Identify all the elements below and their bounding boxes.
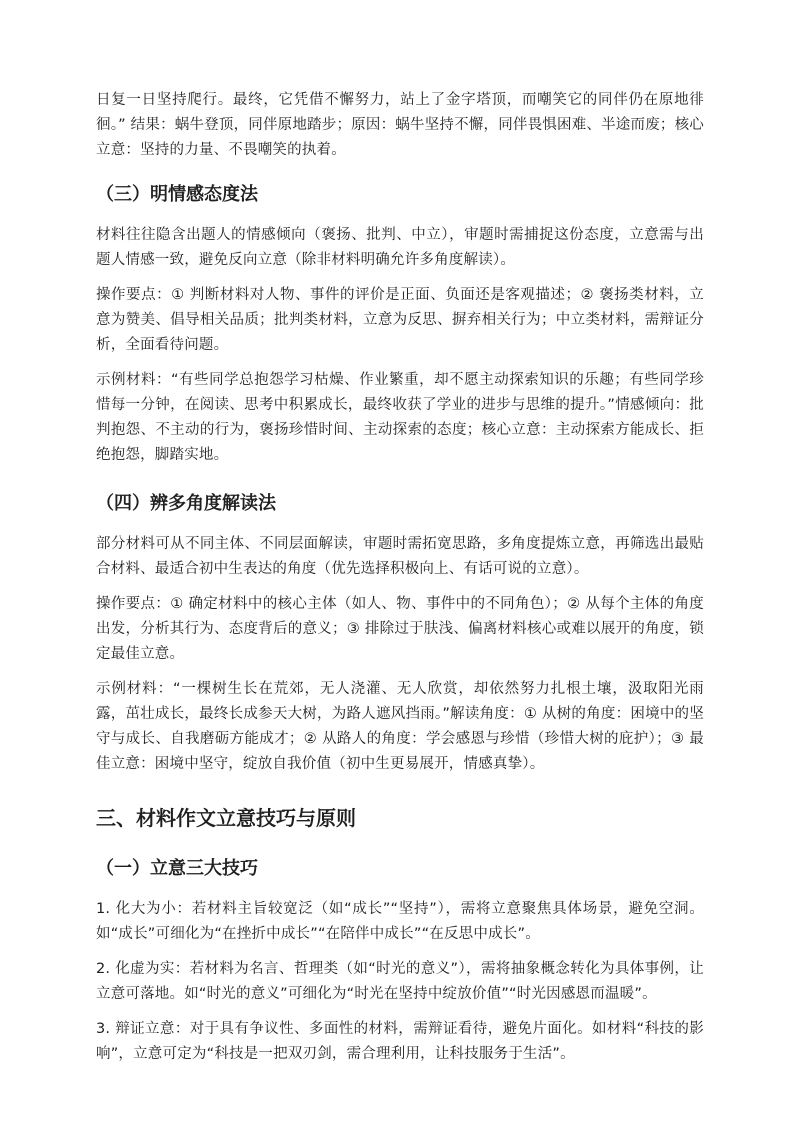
paragraph-3-3: 示例材料：“有些同学总抱怨学习枯燥、作业繁重，却不愿主动探索知识的乐趣；有些同学珍惜每一分钟，在阅读、思考中积累成长，最终收获了学业的进步与思维的提升。”情感倾向：批判抱怨、不主动的行为，褒扬珍惜时间、主动探索的态度；核心立意：主动探索方能成长、拒绝抱怨，脚踏实地。 [96,372,704,463]
paragraph-technique-1: 1. 化大为小：若材料主旨较宽泛（如“成长”“坚持”），需将立意聚焦具体场景，避免空洞。如“成长”可细化为“在挫折中成长”“在陪伴中成长”“在反思中成长”。 [96,901,704,942]
paragraph-3-2: 操作要点：① 判断材料对人物、事件的评价是正面、负面还是客观描述；② 褒扬类材料，立意为赞美、倡导相关品质；批判类材料，立意为反思、摒弃相关行为；中立类材料，需辩证分析，全面看待问题。 [96,287,704,353]
paragraph-technique-2: 2. 化虚为实：若材料为名言、哲理类（如“时光的意义”），需将抽象概念转化为具体事例，让立意可落地。如“时光的意义”可细化为“时光在坚持中绽放价值”“时光因感恩而温暖”。 [96,961,704,1002]
heading-section-3: （三）明情感态度法 [96,184,258,205]
paragraph-technique-3: 3. 辩证立意：对于具有争议性、多面性的材料，需辩证看待，避免片面化。如材料“科技的影响”，立意可定为“科技是一把双刃剑，需合理利用，让科技服务于生活”。 [96,1021,704,1062]
document-page [96,88,704,1077]
heading-section-4: （四）辨多角度解读法 [96,493,276,514]
paragraph-4-2: 操作要点：① 确定材料中的核心主体（如人、物、事件中的不同角色）；② 从每个主体的角度出发，分析其行为、态度背后的意义；③ 排除过于肤浅、偏离材料核心或难以展开的角度，锁定最佳立意。 [96,596,704,662]
heading-main-section: 三、材料作文立意技巧与原则 [96,806,356,830]
paragraph-3-1: 材料往往隐含出题人的情感倾向（褒扬、批判、中立），审题时需捕捉这份态度，立意需与出题人情感一致，避免反向立意（除非材料明确允许多角度解读）。 [96,227,704,268]
paragraph-4-3: 示例材料：“一棵树生长在荒郊，无人浇灌、无人欣赏，却依然努力扎根土壤，汲取阳光雨露，茁壮成长，最终长成参天大树，为路人遮风挡雨。”解读角度：① 从树的角度：困境中的坚守与成长、自我磨砺方能成才；② 从路人的角度：学会感恩与珍惜（珍惜大树的庇护）；③ 最佳立意：困境中坚守，绽放自我价值（初中生更易展开，情感真挚）。 [96,681,704,772]
paragraph-4-1: 部分材料可从不同主体、不同层面解读，审题时需拓宽思路，多角度提炼立意，再筛选出最贴合材料、最适合初中生表达的角度（优先选择积极向上、有话可说的立意）。 [96,536,704,577]
heading-subsection-1: （一）立意三大技巧 [96,858,258,879]
paragraph-intro: 日复一日坚持爬行。最终，它凭借不懈努力，站上了金字塔顶，而嘲笑它的同伴仍在原地徘徊。” 结果：蜗牛登顶，同伴原地踏步；原因：蜗牛坚持不懈，同伴畏惧困难、半途而废；核心立意：坚持的力量、不畏嘲笑的执着。 [96,92,704,158]
